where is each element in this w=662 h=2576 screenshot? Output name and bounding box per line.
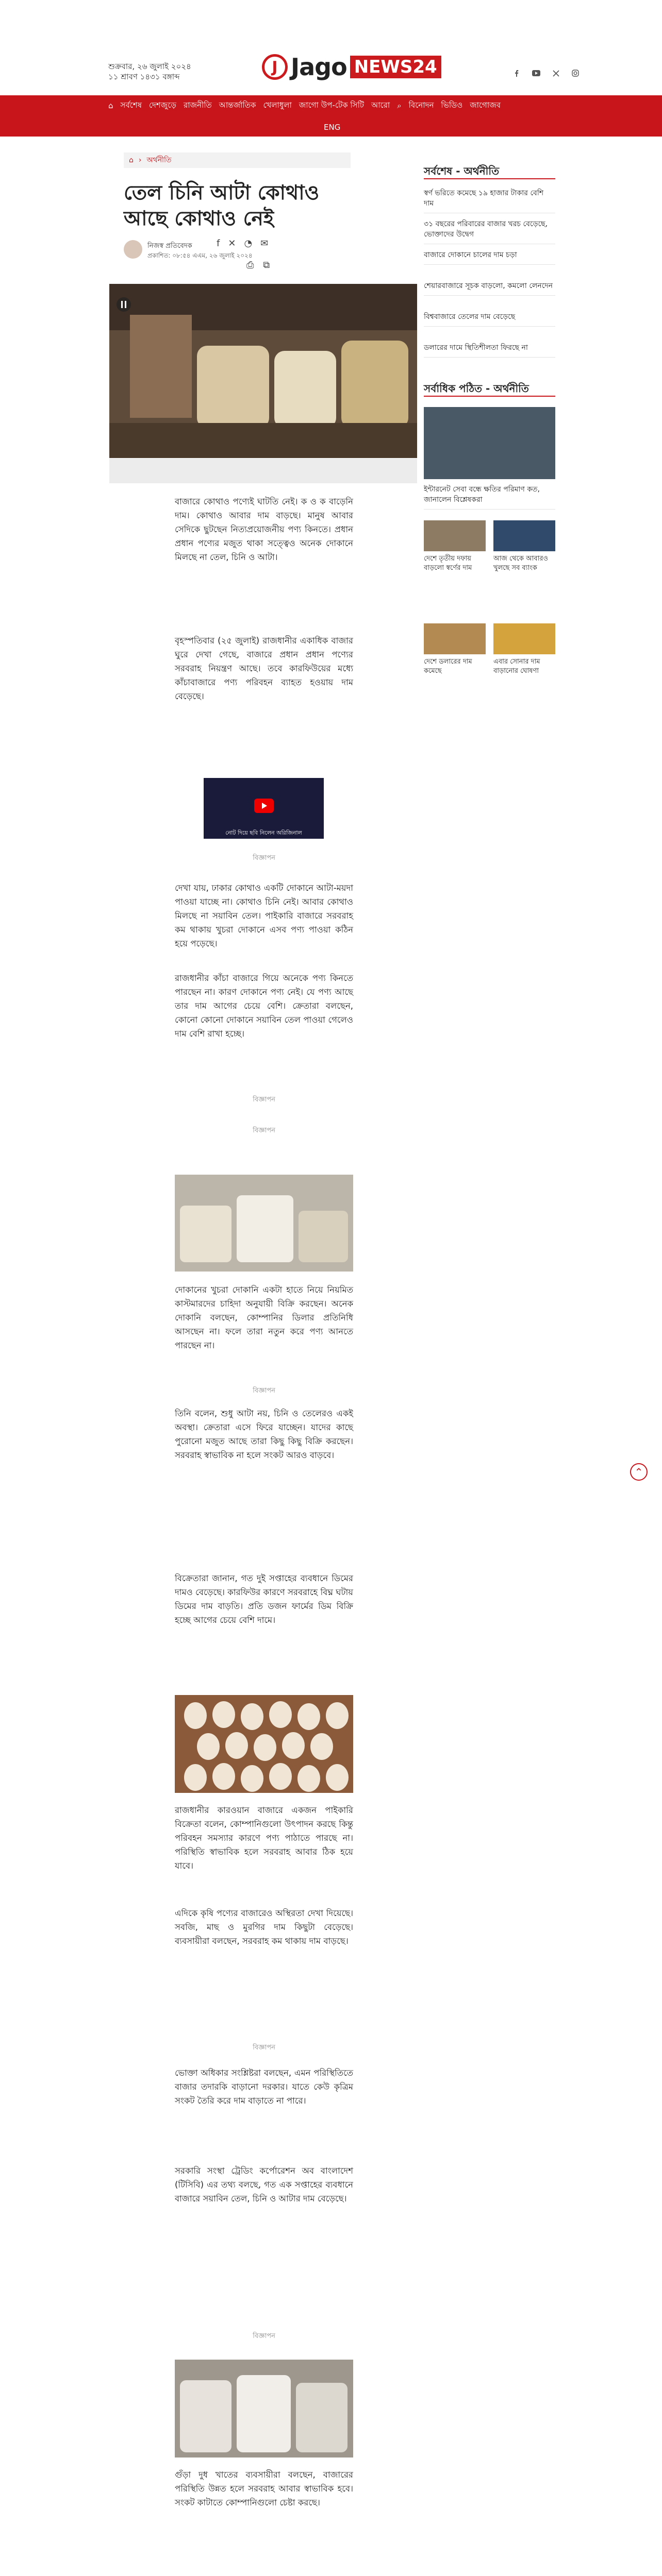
article-image-sacks bbox=[175, 2360, 353, 2458]
article-paragraph: তিনি বলেন, শুধু আটা নয়, চিনি ও তেলেরও একই অবস্থা। ক্রেতারা এসে ফিরে যাচ্ছেন। যাদের কাছে পুরোনো মজুত আছে তারা কিছু কিছু বিক্রি করছেন। সরবরাহ স্বাভাবিক না হলে সংকট আরও বাড়বে। bbox=[175, 1409, 353, 1460]
facebook-share-icon[interactable]: f bbox=[217, 238, 220, 249]
article-paragraph: রাজধানীর কারওয়ান বাজারে একজন পাইকারি বিক্রেতা বলেন, কোম্পানিগুলো উৎপাদন করছে কিন্তু পরিবহন সমস্যার কারণে পণ্য পাঠাতে পারছে না। পরিস্থিতি স্বাভাবিক হলে সরবরাহ আবার ঠিক হয়ে যাবে। bbox=[175, 1805, 353, 1871]
play-icon[interactable] bbox=[254, 799, 274, 813]
sidebar-latest-item[interactable]: বাজারে দোকানে চালের দাম চড়া bbox=[424, 250, 555, 265]
sidebar-main-thumbnail[interactable] bbox=[424, 407, 555, 479]
x-icon[interactable] bbox=[550, 67, 562, 79]
hero-caption-area bbox=[109, 459, 417, 483]
nav-item-more[interactable]: আরো bbox=[371, 100, 390, 110]
article-paragraph: ভোক্তা অধিকার সংশ্লিষ্টরা বলছেন, এমন পরিস্থিতিতে বাজার তদারকি বাড়ানো দরকার। যাতে কেউ কৃত্রিম সংকট তৈরি করে দাম বাড়াতে না পারে। bbox=[175, 2068, 353, 2106]
home-icon[interactable]: ⌂ bbox=[129, 156, 134, 164]
article-image bbox=[175, 1175, 353, 1272]
email-share-icon[interactable]: ✉ bbox=[260, 238, 269, 249]
logo-mark: J bbox=[262, 54, 288, 80]
ad-label: বিজ্ঞাপন bbox=[253, 1127, 275, 1134]
sidebar-latest-title: সর্বশেষ - অর্থনীতি bbox=[424, 165, 500, 177]
article-paragraph: বিক্রেতারা জানান, গত দুই সপ্তাহের ব্যবধানে ডিমের দামও বেড়েছে। কারফিউর কারণে সরবরাহে বিঘ্ন ঘটায় ডিমের দাম বাড়তি। প্রতি ডজন ফার্মের ডিম বিক্রি হচ্ছে আগের চেয়ে বেশি দামে। bbox=[175, 1573, 353, 1625]
social-links bbox=[510, 67, 582, 79]
sidebar-card-thumbnail[interactable] bbox=[493, 520, 555, 551]
article-title: তেল চিনি আটা কোথাও আছে কোথাও নেই bbox=[124, 181, 320, 230]
article-tools bbox=[246, 260, 270, 270]
copy-link-icon[interactable]: ⧉ bbox=[263, 260, 270, 270]
nav-item-international[interactable]: আন্তর্জাতিক bbox=[219, 100, 256, 110]
site-logo[interactable] bbox=[262, 50, 441, 83]
video-caption: নোট দিয়ে ছবি নিলেন অরিজিনাল bbox=[225, 829, 302, 836]
article-paragraph: দেখা যায়, ঢাকার কোথাও একটি দোকানে আটা-ময়দা পাওয়া যাচ্ছে না। কোথাও চিনি নেই। আবার কোথাও মিলছে না সয়াবিন তেল। পাইকারি বাজারে সরবরাহ কম থাকায় খুচরা দোকানে এসব পণ্য পাওয়া কঠিন হয়ে পড়েছে। bbox=[175, 883, 353, 948]
breadcrumb bbox=[124, 152, 351, 168]
sidebar-card-thumbnail[interactable] bbox=[493, 623, 555, 654]
ad-label: বিজ্ঞাপন bbox=[253, 1387, 275, 1395]
sidebar-title-underline bbox=[424, 178, 555, 179]
home-icon[interactable]: ⌂ bbox=[108, 101, 113, 110]
article-paragraph: গুঁড়া দুধ খাতের ব্যবসায়ীরা বলছেন, বাজারের পরিস্থিতি উন্নত হলে সরবরাহ আবার স্বাভাবিক হবে। সংকট কাটাতে কোম্পানিগুলো চেষ্টা করছে। bbox=[175, 2470, 353, 2507]
sidebar-latest-item[interactable]: শেয়ারবাজারে সূচক বাড়লো, কমলো লেনদেন bbox=[424, 281, 555, 296]
facebook-icon[interactable] bbox=[510, 67, 523, 79]
article-image-eggs bbox=[175, 1695, 353, 1793]
author-avatar bbox=[124, 240, 142, 259]
back-to-top-button[interactable] bbox=[630, 1463, 648, 1481]
sidebar-latest-item[interactable]: স্বর্ণ ভরিতে কমেছে ১৯ হাজার টাকার বেশি দাম bbox=[424, 188, 555, 213]
chevron-up-icon: ⌃ bbox=[634, 1466, 643, 1478]
article-paragraph: বৃহস্পতিবার (২৫ জুলাই) রাজধানীর একাধিক বাজার ঘুরে দেখা গেছে, বাজারে প্রধান প্রধান পণ্যের সরবরাহ নিয়ন্ত্রণ আছে। তবে কারফিউয়ের মধ্যে কাঁচাবাজারে পণ্য পরিবহন ব্যাহত হওয়ায় দাম বেড়েছে। bbox=[175, 636, 353, 701]
logo-text: Jago bbox=[291, 53, 347, 81]
header-date-bangla: ১১ শ্রাবণ ১৪৩১ বঙ্গাব্দ bbox=[108, 72, 180, 81]
chevron-right-icon: › bbox=[138, 156, 142, 164]
ad-label: বিজ্ঞাপন bbox=[253, 1096, 275, 1104]
share-bar bbox=[217, 238, 268, 249]
nav-menu bbox=[108, 98, 554, 113]
sidebar-title-underline bbox=[424, 396, 555, 397]
nav-item-entertainment[interactable]: বিনোদন bbox=[408, 100, 434, 110]
sidebar-card-thumbnail[interactable] bbox=[424, 520, 486, 551]
whatsapp-share-icon[interactable]: ◔ bbox=[244, 238, 253, 249]
youtube-icon[interactable] bbox=[530, 67, 542, 79]
article-paragraph: রাজধানীর কাঁচা বাজারে গিয়ে অনেকে পণ্য কিনতে পারছেন না। কারণ দোকানে পণ্য নেই। যে পণ্য আছে তার দাম আগের চেয়ে বেশি। ক্রেতারা বলছেন, কোনো কোনো দোকানে সয়াবিন তেল পাওয়া গেলেও দাম বেশি রাখা হচ্ছে। bbox=[175, 973, 353, 1039]
publish-time: প্রকাশিত: ০৮:৫৪ এএম, ২৬ জুলাই ২০২৪ bbox=[147, 252, 253, 259]
sidebar-card-title[interactable]: দেশে ডলারের দাম কমেছে bbox=[424, 658, 472, 675]
x-share-icon[interactable]: ✕ bbox=[228, 238, 236, 249]
nav-item-tech[interactable]: জাগো উপ-টেক সিটি bbox=[299, 100, 365, 110]
article-paragraph: এদিকে কৃষি পণ্যের বাজারেও অস্থিরতা দেখা দিয়েছে। সবজি, মাছ ও মুরগির দাম কিছুটা বেড়েছে। ব্যবসায়ীরা বলছেন, সরবরাহ কম থাকায় দাম বাড়ছে। bbox=[175, 1908, 353, 1946]
language-switch-eng[interactable]: ENG bbox=[324, 123, 341, 132]
hero-image bbox=[109, 284, 417, 458]
header-date: শুক্রবার, ২৬ জুলাই ২০২৪ bbox=[108, 62, 191, 71]
article-paragraph: বাজারে কোথাও পণ্যেই ঘাটতি নেই। ক ও ক বাড়েনি দাম। কোথাও আবার দাম বাড়ছে। মানুষ আবার সেদিকে ছুটছেন নিত্যপ্রয়োজনীয় পণ্য কিনতে। প্রধান প্রধান পণ্যের মজুত থাকা সত্ত্বেও অনেক দোকানে মিলছে না তেল, চিনি ও আটা। bbox=[175, 497, 353, 562]
video-embed[interactable] bbox=[204, 778, 324, 839]
nav-item-video[interactable]: ভিডিও bbox=[441, 100, 463, 110]
sidebar-latest-item[interactable]: ডলারের দামে স্থিতিশীলতা ফিরছে না bbox=[424, 343, 555, 358]
sidebar-most-read-title: সর্বাধিক পঠিত - অর্থনীতি bbox=[424, 382, 529, 395]
nav-item-latest[interactable]: সর্বশেষ bbox=[120, 100, 142, 110]
sidebar-main-story[interactable]: ইন্টারনেট সেবা বন্ধে ক্ষতির পরিমাণ কত, জানালেন বিশ্লেষকরা bbox=[424, 484, 555, 510]
ad-label: বিজ্ঞাপন bbox=[253, 2332, 275, 2340]
article-paragraph: দোকানের খুচরা দোকানি একটা হাতে নিয়ে নিয়মিত কাস্টমারদের চাহিদা অনুযায়ী বিক্রি করছেন। অনেক দোকানি বলছেন, কোম্পানির ডিলার প্রতিনিধি আসছেন না। ফলে তারা নতুন করে পণ্য আনতে পারছেন না। bbox=[175, 1285, 353, 1350]
ad-label: বিজ্ঞাপন bbox=[253, 2044, 275, 2052]
sidebar-card-thumbnail[interactable] bbox=[424, 623, 486, 654]
ad-label: বিজ্ঞাপন bbox=[253, 854, 275, 862]
author-name[interactable]: নিজস্ব প্রতিবেদক bbox=[147, 242, 192, 250]
sidebar-card-title[interactable]: এবার সোনার দাম বাড়ানোর ঘোষণা bbox=[493, 658, 540, 675]
sidebar-card-title[interactable]: দেশে তৃতীয় দফায় বাড়লো স্বর্ণের দাম bbox=[424, 555, 472, 572]
breadcrumb-section[interactable]: অর্থনীতি bbox=[146, 156, 172, 164]
nav-item-jobs[interactable]: জাগোজব bbox=[470, 100, 501, 110]
nav-item-sports[interactable]: খেলাধুলা bbox=[263, 100, 292, 110]
logo-badge: NEWS24 bbox=[350, 56, 441, 78]
nav-item-politics[interactable]: রাজনীতি bbox=[183, 100, 212, 110]
sidebar-latest-item[interactable]: ৩১ বছরের পরিবারের বাজার খরচ বেড়েছে, ভোক্তাদের উদ্বেগ bbox=[424, 219, 555, 244]
sidebar-card-title[interactable]: আজ থেকে আবারও খুলছে সব ব্যাংক bbox=[493, 555, 548, 572]
nav-item-country[interactable]: দেশজুড়ে bbox=[148, 100, 176, 110]
instagram-icon[interactable] bbox=[569, 67, 582, 79]
search-icon[interactable]: ⌕ bbox=[397, 101, 402, 110]
sidebar-latest-item[interactable]: বিশ্ববাজারে তেলের দাম বেড়েছে bbox=[424, 312, 555, 327]
article-paragraph: সরকারি সংস্থা ট্রেডিং কর্পোরেশন অব বাংলাদেশ (টিসিবি) এর তথ্য বলছে, গত এক সপ্তাহের ব্যবধানে বাজারে সয়াবিন তেল, চিনি ও আটার দাম বেড়েছে। bbox=[175, 2166, 353, 2204]
print-icon[interactable]: ⎙ bbox=[246, 260, 254, 270]
